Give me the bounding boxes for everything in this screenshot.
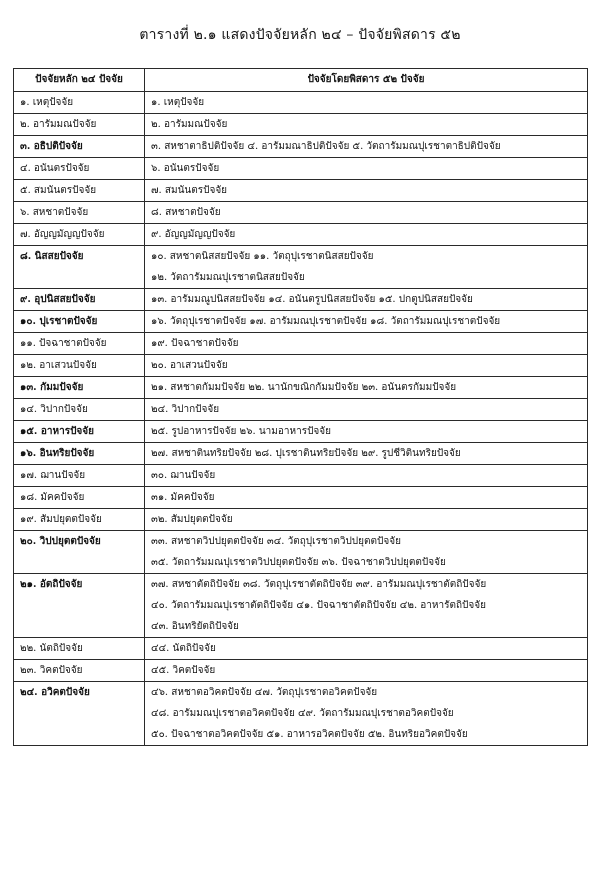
table-row: [14, 289, 588, 311]
detail-factor-line: ๔๓. อินทริยัตถิปัจจัย: [151, 621, 239, 632]
main-factor-cell: [14, 399, 145, 421]
table-body: [14, 92, 588, 746]
table-row: [14, 509, 588, 531]
main-factor-cell: [14, 660, 145, 682]
main-factor-cell: [14, 202, 145, 224]
detail-factor-cell: [145, 289, 588, 311]
detail-factor-line: ๓๐. ฌานปัจจัย: [151, 470, 216, 481]
main-factor-label: ๑. เหตุปัจจัย: [20, 97, 74, 108]
detail-factor-cell: [145, 355, 588, 377]
table-row: [14, 443, 588, 465]
main-factor-cell: [14, 246, 145, 289]
main-factor-cell: [14, 638, 145, 660]
detail-factor-cell: [145, 202, 588, 224]
paccaya-table-container: [13, 68, 587, 746]
detail-factor-line: ๑๖. วัตถุปุเรชาตปัจจัย ๑๗. อารัมมณปุเรชาตปัจจัย ๑๘. วัตถารัมมณปุเรชาตปัจจัย: [151, 316, 501, 327]
detail-factor-cell: [145, 465, 588, 487]
table-row: [14, 377, 588, 399]
detail-factor-line: ๑๓. อารัมมณูปนิสสยปัจจัย ๑๔. อนันตรูปนิสสยปัจจัย ๑๕. ปกตูปนิสสยปัจจัย: [151, 294, 473, 305]
main-factor-cell: [14, 136, 145, 158]
main-factor-label: ๑๒. อาเสวนปัจจัย: [20, 360, 97, 371]
main-factor-label: ๑๐. ปุเรชาตปัจจัย: [20, 316, 98, 327]
table-row: [14, 158, 588, 180]
detail-factor-cell: [145, 158, 588, 180]
detail-factor-line: ๑๙. ปัจฉาชาตปัจจัย: [151, 338, 239, 349]
detail-factor-line: ๒๗. สหชาตินทริยปัจจัย ๒๘. ปุเรชาตินทริยปัจจัย ๒๙. รูปชีวิตินทริยปัจจัย: [151, 448, 461, 459]
detail-factor-line: ๓๓. สหชาตวิปปยุตตปัจจัย ๓๔. วัตถุปุเรชาตวิปปยุตตปัจจัย: [151, 536, 401, 547]
detail-factor-cell: [145, 421, 588, 443]
main-factor-label: ๑๕. อาหารปัจจัย: [20, 426, 95, 437]
detail-factor-cell: [145, 638, 588, 660]
table-row: [14, 638, 588, 660]
detail-factor-cell: [145, 443, 588, 465]
table-row: [14, 311, 588, 333]
main-factor-cell: [14, 114, 145, 136]
table-row: [14, 202, 588, 224]
column-header-main: ปัจจัยหลัก ๒๔ ปัจจัย: [14, 69, 145, 92]
detail-factor-cell: [145, 487, 588, 509]
paccaya-table: [13, 68, 588, 746]
main-factor-label: ๒๔. อวิคตปัจจัย: [20, 687, 90, 698]
detail-factor-line: ๓๑. มัคคปัจจัย: [151, 492, 215, 503]
detail-factor-line: ๓๕. วัตถารัมมณปุเรชาตวิปปยุตตปัจจัย ๓๖. ปัจฉาชาตวิปปยุตตปัจจัย: [151, 557, 446, 568]
detail-factor-line: ๑๐. สหชาตนิสสยปัจจัย ๑๑. วัตถุปุเรชาตนิสสยปัจจัย: [151, 251, 374, 262]
detail-factor-cell: [145, 399, 588, 421]
main-factor-cell: [14, 158, 145, 180]
detail-factor-line: ๗. สมนันตรปัจจัย: [151, 185, 228, 196]
table-row: [14, 421, 588, 443]
detail-factor-cell: [145, 682, 588, 746]
detail-factor-cell: [145, 136, 588, 158]
main-factor-cell: [14, 92, 145, 114]
detail-factor-line: ๔๘. อารัมมณปุเรชาตอวิคตปัจจัย ๔๙. วัตถารัมมณปุเรชาตอวิคตปัจจัย: [151, 708, 454, 719]
main-factor-cell: [14, 311, 145, 333]
table-row: [14, 399, 588, 421]
main-factor-label: ๑๘. มัคคปัจจัย: [20, 492, 85, 503]
table-row: [14, 531, 588, 574]
main-factor-cell: [14, 421, 145, 443]
table-row: [14, 180, 588, 202]
main-factor-label: ๙. อุปนิสสยปัจจัย: [20, 294, 96, 305]
main-factor-cell: [14, 180, 145, 202]
detail-factor-line: ๔๕. วิคตปัจจัย: [151, 665, 216, 676]
table-header-row: [14, 69, 588, 92]
main-factor-label: ๓. อธิปติปัจจัย: [20, 141, 83, 152]
detail-factor-cell: [145, 377, 588, 399]
main-factor-label: ๔. อนันตรปัจจัย: [20, 163, 90, 174]
table-row: [14, 660, 588, 682]
main-factor-label: ๑๙. สัมปยุตตปัจจัย: [20, 514, 102, 525]
main-factor-cell: [14, 682, 145, 746]
detail-factor-line: ๑. เหตุปัจจัย: [151, 97, 205, 108]
main-factor-label: ๒๒. นัตถิปัจจัย: [20, 643, 83, 654]
main-factor-cell: [14, 574, 145, 638]
main-factor-label: ๕. สมนันตรปัจจัย: [20, 185, 97, 196]
main-factor-label: ๖. สหชาตปัจจัย: [20, 207, 89, 218]
main-factor-cell: [14, 509, 145, 531]
detail-factor-cell: [145, 180, 588, 202]
main-factor-label: ๘. นิสสยปัจจัย: [20, 251, 84, 262]
page-title: ตารางที่ ๒.๑ แสดงปัจจัยหลัก ๒๔ – ปัจจัยพิสดาร ๕๒: [139, 27, 461, 43]
table-row: [14, 333, 588, 355]
detail-factor-cell: [145, 531, 588, 574]
detail-factor-cell: [145, 246, 588, 289]
main-factor-cell: [14, 224, 145, 246]
detail-factor-line: ๙. อัญญมัญญปัจจัย: [151, 229, 236, 240]
detail-factor-line: ๒๐. อาเสวนปัจจัย: [151, 360, 228, 371]
main-factor-cell: [14, 531, 145, 574]
detail-factor-line: ๔๐. วัตถารัมมณปุเรชาตัตถิปัจจัย ๔๑. ปัจฉาชาตัตถิปัจจัย ๔๒. อาหารัตถิปัจจัย: [151, 600, 486, 611]
detail-factor-line: ๘. สหชาตปัจจัย: [151, 207, 221, 218]
detail-factor-cell: [145, 224, 588, 246]
main-factor-label: ๑๗. ฌานปัจจัย: [20, 470, 86, 481]
detail-factor-line: ๒๔. วิปากปัจจัย: [151, 404, 220, 415]
detail-factor-line: ๔๖. สหชาตอวิคตปัจจัย ๔๗. วัตถุปุเรชาตอวิคตปัจจัย: [151, 687, 378, 698]
main-factor-label: ๒๑. อัตถิปัจจัย: [20, 579, 83, 590]
main-factor-cell: [14, 333, 145, 355]
detail-factor-cell: [145, 114, 588, 136]
main-factor-cell: [14, 355, 145, 377]
table-row: [14, 465, 588, 487]
table-row: [14, 224, 588, 246]
main-factor-cell: [14, 377, 145, 399]
main-factor-label: ๑๔. วิปากปัจจัย: [20, 404, 88, 415]
table-row: [14, 574, 588, 638]
detail-factor-line: ๑๒. วัตถารัมมณปุเรชาตนิสสยปัจจัย: [151, 272, 305, 283]
detail-factor-cell: [145, 660, 588, 682]
detail-factor-line: ๕๐. ปัจฉาชาตอวิคตปัจจัย ๕๑. อาหารอวิคตปัจจัย ๕๒. อินทริยอวิคตปัจจัย: [151, 729, 468, 740]
column-header-detail: ปัจจัยโดยพิสดาร ๕๒ ปัจจัย: [145, 69, 588, 92]
detail-factor-line: ๒๕. รูปอาหารปัจจัย ๒๖. นามอาหารปัจจัย: [151, 426, 332, 437]
table-row: [14, 136, 588, 158]
table-row: [14, 246, 588, 289]
main-factor-label: ๑๖. อินทริยปัจจัย: [20, 448, 95, 459]
detail-factor-cell: [145, 333, 588, 355]
main-factor-label: ๒. อารัมมณปัจจัย: [20, 119, 97, 130]
table-row: [14, 682, 588, 746]
table-row: [14, 92, 588, 114]
detail-factor-cell: [145, 509, 588, 531]
table-row: [14, 355, 588, 377]
detail-factor-line: ๔๔. นัตถิปัจจัย: [151, 643, 216, 654]
detail-factor-cell: [145, 574, 588, 638]
detail-factor-cell: [145, 92, 588, 114]
detail-factor-line: ๓๗. สหชาตัตถิปัจจัย ๓๘. วัตถุปุเรชาตัตถิปัจจัย ๓๙. อารัมมณปุเรชาตัตถิปัจจัย: [151, 579, 487, 590]
detail-factor-cell: [145, 311, 588, 333]
main-factor-cell: [14, 443, 145, 465]
detail-factor-line: ๓๒. สัมปยุตตปัจจัย: [151, 514, 233, 525]
main-factor-label: ๒๓. วิคตปัจจัย: [20, 665, 83, 676]
main-factor-label: ๑๑. ปัจฉาชาตปัจจัย: [20, 338, 107, 349]
table-row: [14, 487, 588, 509]
detail-factor-line: ๖. อนันตรปัจจัย: [151, 163, 220, 174]
table-row: [14, 114, 588, 136]
main-factor-label: ๗. อัญญมัญญปัจจัย: [20, 229, 105, 240]
detail-factor-line: ๓. สหชาตาธิปติปัจจัย ๔. อารัมมณาธิปติปัจจัย ๕. วัตถารัมมณปุเรชาตาธิปติปัจจัย: [151, 141, 501, 152]
main-factor-label: ๑๓. กัมมปัจจัย: [20, 382, 84, 393]
main-factor-cell: [14, 487, 145, 509]
detail-factor-line: ๒๑. สหชาตกัมมปัจจัย ๒๒. นานักขณิกกัมมปัจจัย ๒๓. อนันตรกัมมปัจจัย: [151, 382, 457, 393]
main-factor-cell: [14, 289, 145, 311]
main-factor-label: ๒๐. วิปปยุตตปัจจัย: [20, 536, 101, 547]
detail-factor-line: ๒. อารัมมณปัจจัย: [151, 119, 228, 130]
main-factor-cell: [14, 465, 145, 487]
